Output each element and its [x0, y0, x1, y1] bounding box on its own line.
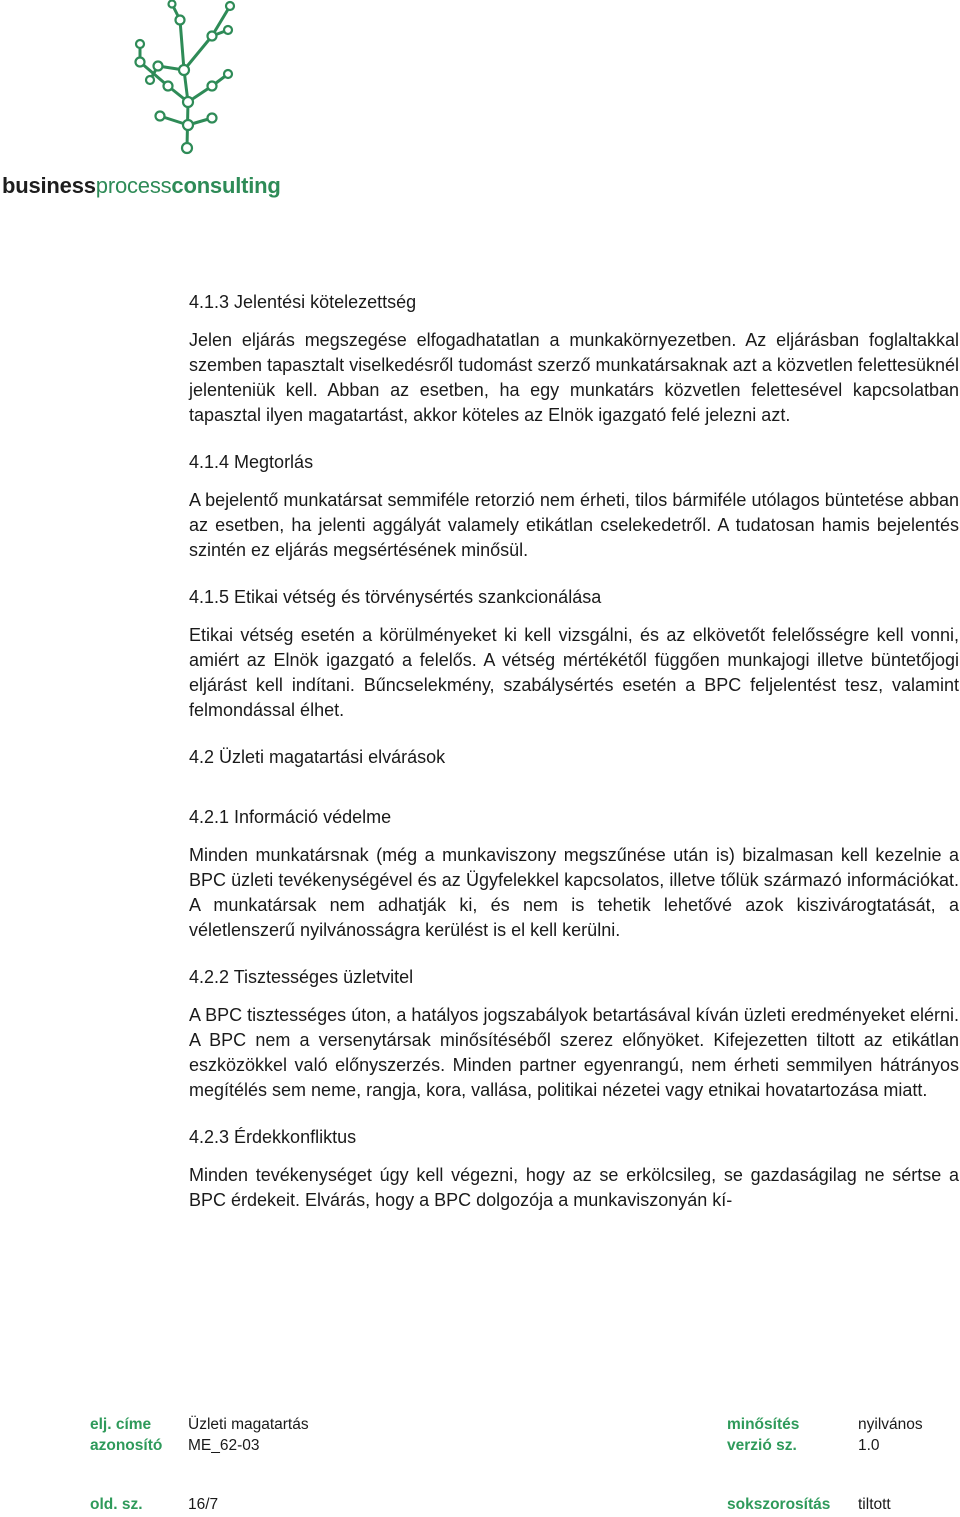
footer-title-value: Üzleti magatartás: [188, 1416, 309, 1433]
footer-version-label: verzió sz.: [727, 1437, 797, 1454]
brand-consulting: consulting: [171, 173, 281, 198]
footer-page-value: 16/7: [188, 1496, 219, 1513]
section-heading: 4.2.3 Érdekkonfliktus: [189, 1127, 357, 1147]
section-heading: 4.2.2 Tisztességes üzletvitel: [189, 967, 414, 987]
section-paragraph: Jelen eljárás megszegése elfogadhatatlan a munkakörnyezetben. Az eljárásban foglaltakkal szemben tapasztalt viselkedésről tudomást szerző munkatársaknak azt a közvetlen felettesüknél jelenteniük kell. Abban az esetben, ha egy munkatárs közvetlen felettesével kapcsolatban tapasztal ilyen magatartást, akkor köteles az Elnök igazgató felé jelezni azt.: [189, 330, 959, 425]
footer-page-label: old. sz.: [90, 1496, 143, 1513]
footer-classification-label: minősítés: [727, 1416, 800, 1433]
tree-icon: [100, 0, 240, 160]
company-logo: [0, 0, 300, 205]
brand-business: business: [2, 173, 96, 198]
section-heading: 4.1.3 Jelentési kötelezettség: [189, 292, 417, 312]
section-heading: 4.1.4 Megtorlás: [189, 452, 314, 472]
brand-wordmark: [2, 173, 281, 199]
footer-classification-value: nyilvános: [858, 1416, 923, 1433]
footer-copy-value: tiltott: [858, 1496, 891, 1513]
footer-copy-label: sokszorosítás: [727, 1496, 831, 1513]
section-paragraph: Etikai vétség esetén a körülményeket ki kell vizsgálni, és az elkövetőt felelősségre kell vonni, amiért az Elnök igazgató a felelős. A vétség mértékétől függően munkajogi illetve büntetőjogi eljárást kell indítani. Bűncselekmény, szabálysértés esetén a BPC feljelentést tesz, valamint felmondással élhet.: [189, 625, 959, 720]
footer-version-value: 1.0: [858, 1437, 880, 1454]
section-heading: 4.2 Üzleti magatartási elvárások: [189, 747, 446, 767]
footer-id-label: azonosító: [90, 1437, 163, 1454]
section-paragraph: A bejelentő munkatársat semmiféle retorzió nem érheti, tilos bármiféle utólagos büntetése abban az esetben, ha jelenti aggályát valamely etikátlan cselekedetről. A tudatosan hamis bejelentés szintén ez eljárás megsértésének minősül.: [189, 490, 959, 560]
section-paragraph: A BPC tisztességes úton, a hatályos jogszabályok betartásával kíván üzleti eredményeket elérni. A BPC nem a versenytársak minősítéséből szerez előnyöket. Kifejezetten tiltott az etikátlan eszközökkel való előnyszerzés. Minden partner egyenrangú, nem érheti semmilyen hátrányos megítélés sem neme, rangja, kora, vallása, politikai nézetei vagy etnikai hovatartozása miatt.: [189, 1005, 959, 1100]
footer-title-label: elj. címe: [90, 1416, 152, 1433]
section-heading: 4.1.5 Etikai vétség és törvénysértés szankcionálása: [189, 587, 602, 607]
section-heading: 4.2.1 Információ védelme: [189, 807, 392, 827]
footer-id-value: ME_62-03: [188, 1437, 260, 1454]
brand-process: process: [95, 173, 172, 198]
section-paragraph: Minden munkatársnak (még a munkaviszony megszűnése után is) bizalmasan kell kezelnie a BPC üzleti tevékenységével és az Ügyfelekkel kapcsolatos, illetve tőlük származó információkat. A munkatársak nem adhatják ki, és nem is tehetik lehetővé azok kiszivárogtatását, a véletlenszerű nyilvánosságra kerülést is el kell kerülni.: [189, 845, 959, 940]
section-paragraph: Minden tevékenységet úgy kell végezni, hogy az se erkölcsileg, se gazdaságilag ne sértse a BPC érdekeit. Elvárás, hogy a BPC dolgozója a munkaviszonyán kí-: [189, 1165, 959, 1210]
document-body: [189, 290, 959, 1213]
